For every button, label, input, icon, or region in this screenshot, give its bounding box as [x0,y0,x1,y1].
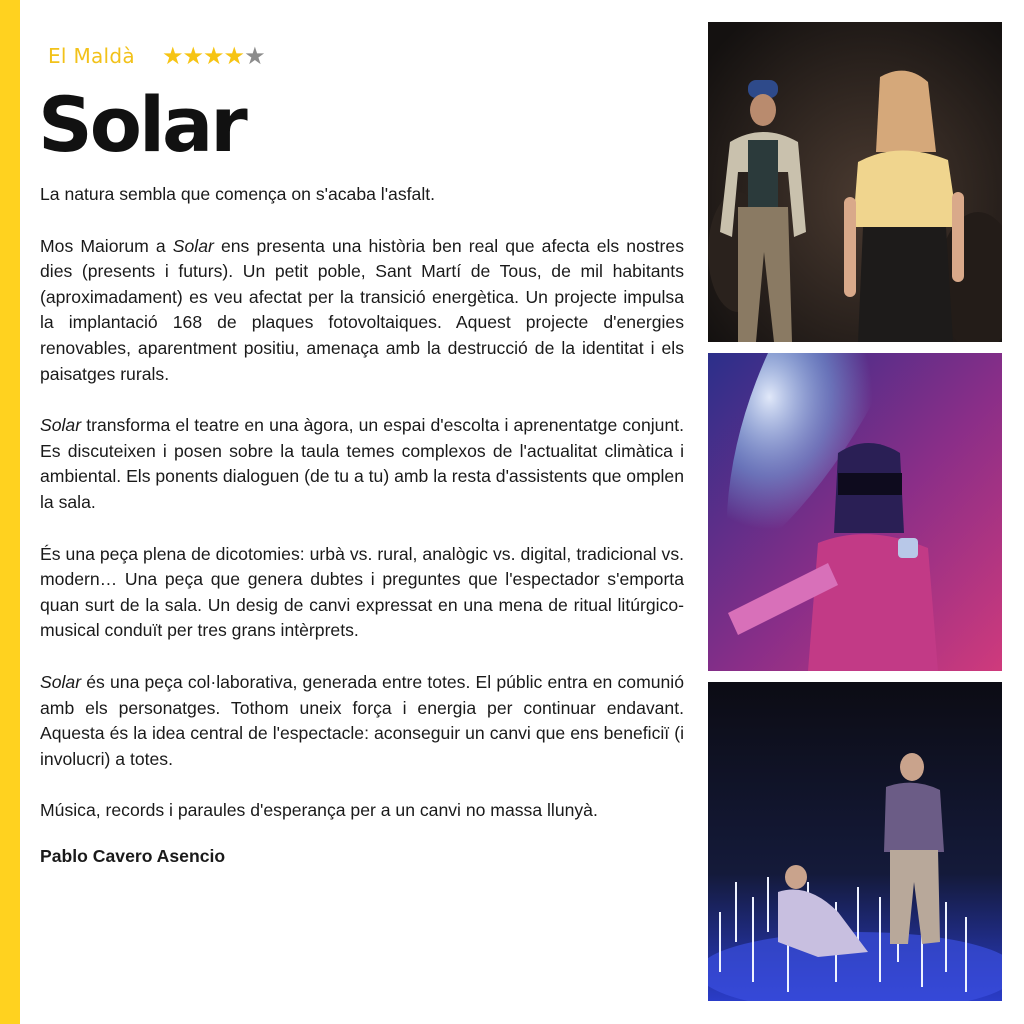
star-icon: ★ [203,43,224,70]
author-name: Pablo Cavero Asencio [40,845,226,866]
star-icon: ★ [162,43,183,70]
page-title: Solar [38,80,245,169]
show-title: Solar [40,415,82,436]
paragraph: Música, records i paraules d'esperança per a un canvi no massa llunyà. [40,800,598,821]
star-icon: ★ [223,43,245,70]
show-title: Solar [40,671,82,692]
stage-photo-3 [708,682,1002,1001]
accent-stripe [0,0,20,1024]
article-body [40,182,684,895]
paragraph: La natura sembla que comença on s'acaba l'asfalt. [40,184,436,204]
stage-photo-2 [708,353,1002,671]
venue-name: El Maldà [48,44,135,68]
text: Mos Maiorum a [40,235,173,256]
show-title: Solar [172,235,214,256]
star-empty-icon: ★ [244,43,265,70]
text: ens presenta una història ben real que afecta els nostres dies (presents i futurs). Un petit poble, Sant Martí de Tous, de mil habitants (aproximadament) es veu afectat per la transició energètica. Un projecte impulsa la implantació 168 de plaques fotovoltaiques. Aquest projecte d'energies renovables, aparentment positiu, amenaça amb la destrucció de la identitat i els paisatges rurals. [40,235,684,384]
star-rating [162,43,265,71]
text: transforma el teatre en una àgora, un espai d'escolta i aprenentatge conjunt. Es discuteixen i posen sobre la taula temes complexos de l'actualitat climàtica i ambiental. Els ponents dialoguen (de tu a tu) amb la resta d'assistents que omplen la sala. [40,415,684,512]
paragraph [40,234,684,388]
paragraph [40,670,684,772]
paragraph: És una peça plena de dicotomies: urbà vs. rural, analògic vs. digital, tradicional vs. modern… Una peça que genera dubtes i preguntes que l'espectador s'emporta quan surt de la sala. Un desig de canvi expressat en una mena de ritual litúrgico-musical conduït per tres grans intèrprets. [40,543,684,641]
text: és una peça col·laborativa, generada entre totes. El públic entra en comunió amb els personatges. Tothom uneix força i energia per continuar endavant. Aquesta és la idea central de l'espectacle: aconseguir un canvi que ens beneficiï (i involucri) a totes. [40,671,684,769]
paragraph [40,413,684,515]
star-icon: ★ [182,43,204,70]
stage-photo-1 [708,22,1002,342]
